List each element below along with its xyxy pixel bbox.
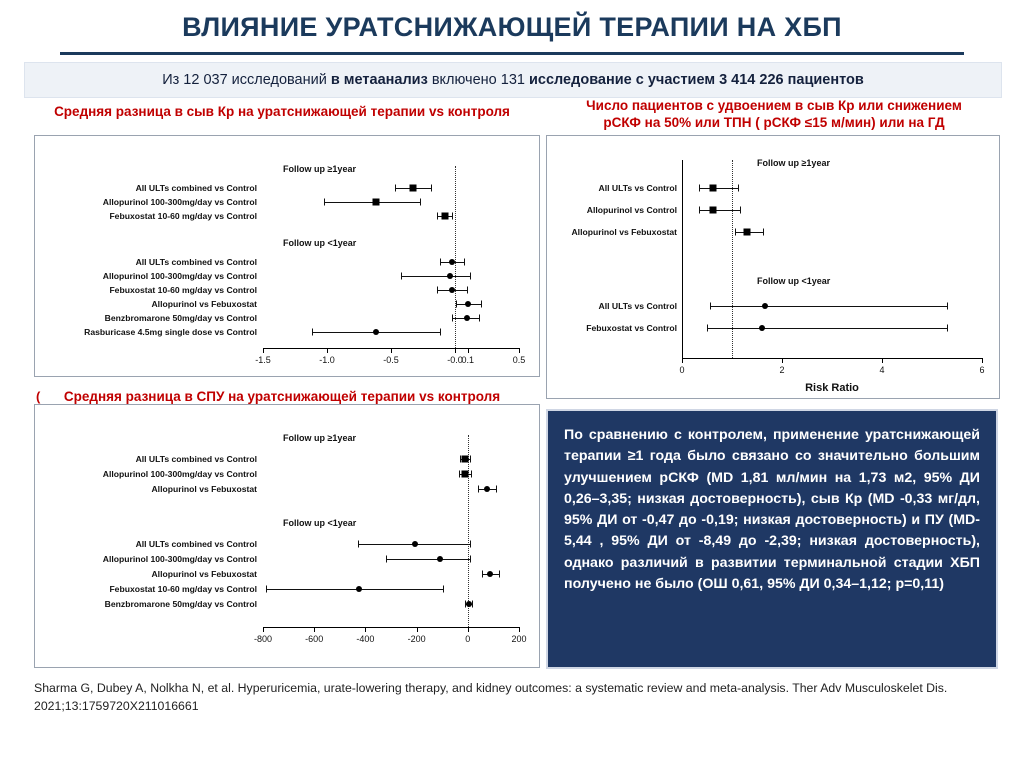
forest-axis-tick: [455, 348, 456, 353]
forest-confidence-interval: [266, 589, 444, 590]
forest-point-estimate: [462, 471, 469, 478]
forest-point-estimate: [744, 229, 751, 236]
forest-row-label: Allopurinol 100-300mg/day vs Control: [102, 469, 257, 479]
forest-axis-tick-label: 4: [879, 365, 885, 375]
forest-axis-tick-label: -600: [305, 634, 324, 644]
forest-point-estimate: [447, 273, 453, 279]
forest-ci-cap: [266, 586, 267, 593]
forest-group-label: Follow up <1year: [283, 238, 357, 248]
forest-point-estimate: [464, 315, 470, 321]
forest-ci-cap: [443, 586, 444, 593]
forest-axis-tick-label: 0: [679, 365, 685, 375]
forest-point-estimate: [762, 303, 768, 309]
subtitle-text: [162, 72, 864, 88]
forest-point-estimate: [441, 213, 448, 220]
forest-axis-tick-label: -400: [356, 634, 375, 644]
forest-ci-cap: [947, 325, 948, 332]
forest-row-label: All ULTs combined vs Control: [135, 539, 257, 549]
panel2-header-line1: Число пациентов с удвоением в сыв Кр или снижением: [586, 98, 962, 113]
forest-ci-cap: [763, 229, 764, 236]
panel3-header-prefix: (: [36, 389, 41, 404]
forest-point-estimate: [373, 329, 379, 335]
forest-row-label: Febuxostat 10-60 mg/day vs Control: [109, 211, 257, 221]
forest-axis-tick-label: 2: [779, 365, 785, 375]
forest-ci-cap: [467, 287, 468, 294]
forest-row-label: Allopurinol vs Febuxostat: [571, 227, 677, 237]
forest-ci-cap: [699, 207, 700, 214]
forest-ci-cap: [947, 303, 948, 310]
forest-ci-cap: [482, 571, 483, 578]
panel2-header-line2: рСКФ на 50% или ТПН ( рСКФ ≤15 м/мин) или на ГД: [603, 114, 945, 130]
panel3-header: Средняя разница в СПУ на уратснижающей терапии vs контроля: [63, 389, 501, 404]
forest-axis-tick: [327, 348, 328, 353]
forest-x-axis: [263, 627, 519, 628]
forest-confidence-interval: [401, 276, 470, 277]
forest-ci-cap: [437, 287, 438, 294]
forest-group-label: Follow up ≥1year: [757, 158, 830, 168]
forest-null-line: [455, 166, 456, 348]
forest-ci-cap: [470, 541, 471, 548]
forest-group-label: Follow up <1year: [283, 518, 357, 528]
forest-confidence-interval: [710, 306, 948, 307]
forest-axis-tick: [468, 627, 469, 632]
forest-plot-serum-creatinine: [34, 135, 540, 377]
forest-point-estimate: [709, 185, 716, 192]
forest-confidence-interval: [699, 210, 740, 211]
forest-ci-cap: [324, 199, 325, 206]
forest-axis-tick-label: 200: [511, 634, 527, 644]
subtitle-band: [24, 62, 1002, 98]
forest-ci-cap: [470, 556, 471, 563]
forest-row-label: Allopurinol vs Febuxostat: [151, 484, 257, 494]
forest-axis-tick-label: 0.5: [512, 355, 526, 365]
forest-axis-tick: [365, 627, 366, 632]
forest-group-label: Follow up <1year: [757, 276, 831, 286]
forest-ci-cap: [470, 456, 471, 463]
forest-axis-tick-label: 0.1: [461, 355, 475, 365]
forest-row-label: All ULTs combined vs Control: [135, 257, 257, 267]
forest-point-estimate: [449, 287, 455, 293]
forest-ci-cap: [386, 556, 387, 563]
forest-ci-cap: [740, 207, 741, 214]
forest-axis-tick: [882, 358, 883, 363]
forest-point-estimate: [465, 301, 471, 307]
forest-ci-cap: [464, 259, 465, 266]
title-divider: [60, 52, 964, 55]
forest-ci-cap: [470, 273, 471, 280]
forest-axis-tick: [263, 627, 264, 632]
forest-point-estimate: [356, 586, 362, 592]
forest-axis-tick-label: -200: [407, 634, 426, 644]
subtitle-bold2: исследование с участием 3 414 226 пациентов: [529, 72, 864, 88]
reference-citation: Sharma G, Dubey A, Nolkha N, et al. Hyperuricemia, urate-lowering therapy, and kidney outcomes: a systematic review and meta-analysis. Ther Adv Musculoskelet Dis. 2021;13:1759720X211016661: [34, 681, 948, 713]
forest-axis-tick: [519, 627, 520, 632]
forest-point-estimate: [759, 325, 765, 331]
forest-point-estimate: [462, 456, 469, 463]
forest-confidence-interval: [699, 188, 738, 189]
forest-axis-tick-label: -0.5: [383, 355, 399, 365]
forest-ci-cap: [478, 486, 479, 493]
forest-ci-cap: [420, 199, 421, 206]
forest-axis-tick: [468, 348, 469, 353]
forest-ci-cap: [481, 301, 482, 308]
forest-plot-proteinuria: [34, 404, 540, 668]
forest-point-estimate: [412, 541, 418, 547]
forest-ci-cap: [459, 471, 460, 478]
forest-ci-cap: [710, 303, 711, 310]
forest-ci-cap: [452, 213, 453, 220]
forest-point-estimate: [449, 259, 455, 265]
forest-row-label: Allopurinol vs Febuxostat: [151, 569, 257, 579]
forest-ci-cap: [452, 315, 453, 322]
forest-row-label: Allopurinol 100-300mg/day vs Control: [102, 554, 257, 564]
forest-ci-cap: [440, 329, 441, 336]
forest-point-estimate: [487, 571, 493, 577]
forest-row-label: Benzbromarone 50mg/day vs Control: [104, 599, 257, 609]
forest-point-estimate: [409, 185, 416, 192]
forest-row-label: Rasburicase 4.5mg single dose vs Control: [84, 327, 257, 337]
forest-ci-cap: [440, 259, 441, 266]
forest-ci-cap: [437, 213, 438, 220]
page-title: ВЛИЯНИЕ УРАТСНИЖАЮЩЕЙ ТЕРАПИИ НА ХБП: [182, 12, 842, 42]
forest-ci-cap: [472, 601, 473, 608]
forest-axis-tick-label: -0.0: [447, 355, 463, 365]
subtitle-part2: включено 131: [427, 72, 529, 88]
forest-row-label: Febuxostat 10-60 mg/day vs Control: [109, 584, 257, 594]
forest-axis-tick: [782, 358, 783, 363]
forest-row-label: Allopurinol vs Control: [586, 205, 677, 215]
forest-ci-cap: [707, 325, 708, 332]
forest-point-estimate: [710, 207, 717, 214]
forest-axis-tick: [982, 358, 983, 363]
forest-ci-cap: [496, 486, 497, 493]
forest-row-label: All ULTs combined vs Control: [135, 454, 257, 464]
forest-left-axis: [682, 160, 683, 358]
forest-ci-cap: [312, 329, 313, 336]
forest-axis-tick-label: -1.5: [255, 355, 271, 365]
forest-ci-cap: [471, 471, 472, 478]
forest-row-label: Febuxostat vs Control: [586, 323, 677, 333]
forest-axis-tick: [263, 348, 264, 353]
forest-row-label: Febuxostat 10-60 mg/day vs Control: [109, 285, 257, 295]
forest-row-label: All ULTs vs Control: [598, 183, 677, 193]
forest-row-label: Allopurinol 100-300mg/day vs Control: [102, 197, 257, 207]
forest-ci-cap: [358, 541, 359, 548]
forest-row-label: All ULTs combined vs Control: [135, 183, 257, 193]
forest-ci-cap: [401, 273, 402, 280]
forest-axis-tick-label: -1.0: [319, 355, 335, 365]
forest-axis-title: Risk Ratio: [805, 382, 859, 394]
forest-point-estimate: [484, 486, 490, 492]
conclusion-box: По сравнению с контролем, применение уратснижающей терапии ≥1 года было связано со значительно большим улучшением рСКФ (MD 1,81 мл/мин на 1,73 м2, 95% ДИ 0,26–3,35; низкая достоверность), сыв Кр (MD -0,33 мг/дл, 95% ДИ от -0,47 до -0,19; низкая достоверность) и ПУ (MD-5,44 , 95% ДИ от -8,49 до -2,39; низкая достоверность), однако различий в развитии терминальной стадии ХБП получено не было (ОШ 0,61, 95% ДИ 0,34–1,12; p=0,11): [546, 409, 998, 669]
forest-ci-cap: [456, 301, 457, 308]
panel1-header: Средняя разница в сыв Кр на уратснижающей терапии vs контроля: [54, 104, 510, 119]
forest-ci-cap: [735, 229, 736, 236]
forest-axis-tick-label: 6: [979, 365, 985, 375]
forest-axis-tick: [519, 348, 520, 353]
forest-axis-tick-label: 0: [465, 634, 471, 644]
forest-ci-cap: [395, 185, 396, 192]
forest-null-line: [468, 435, 469, 627]
forest-group-label: Follow up ≥1year: [283, 164, 356, 174]
forest-ci-cap: [699, 185, 700, 192]
forest-confidence-interval: [386, 559, 470, 560]
forest-group-label: Follow up ≥1year: [283, 433, 356, 443]
forest-point-estimate: [437, 556, 443, 562]
forest-confidence-interval: [707, 328, 947, 329]
forest-row-label: All ULTs vs Control: [598, 301, 677, 311]
forest-point-estimate: [466, 601, 472, 607]
forest-axis-tick: [682, 358, 683, 363]
subtitle-bold1: в метаанализ: [330, 72, 428, 88]
forest-row-label: Allopurinol vs Febuxostat: [151, 299, 257, 309]
forest-plot-risk-ratio: [546, 135, 1000, 399]
forest-ci-cap: [431, 185, 432, 192]
forest-axis-tick-label: -800: [253, 634, 273, 644]
panel2-header: [548, 98, 1000, 132]
forest-axis-tick: [314, 627, 315, 632]
forest-axis-tick: [391, 348, 392, 353]
forest-x-axis: [682, 358, 982, 359]
forest-ci-cap: [499, 571, 500, 578]
forest-ci-cap: [479, 315, 480, 322]
forest-row-label: Benzbromarone 50mg/day vs Control: [104, 313, 257, 323]
forest-row-label: Allopurinol 100-300mg/day vs Control: [102, 271, 257, 281]
forest-point-estimate: [372, 199, 379, 206]
forest-ci-cap: [738, 185, 739, 192]
subtitle-part1: Из 12 037 исследований: [162, 72, 331, 88]
forest-axis-tick: [417, 627, 418, 632]
